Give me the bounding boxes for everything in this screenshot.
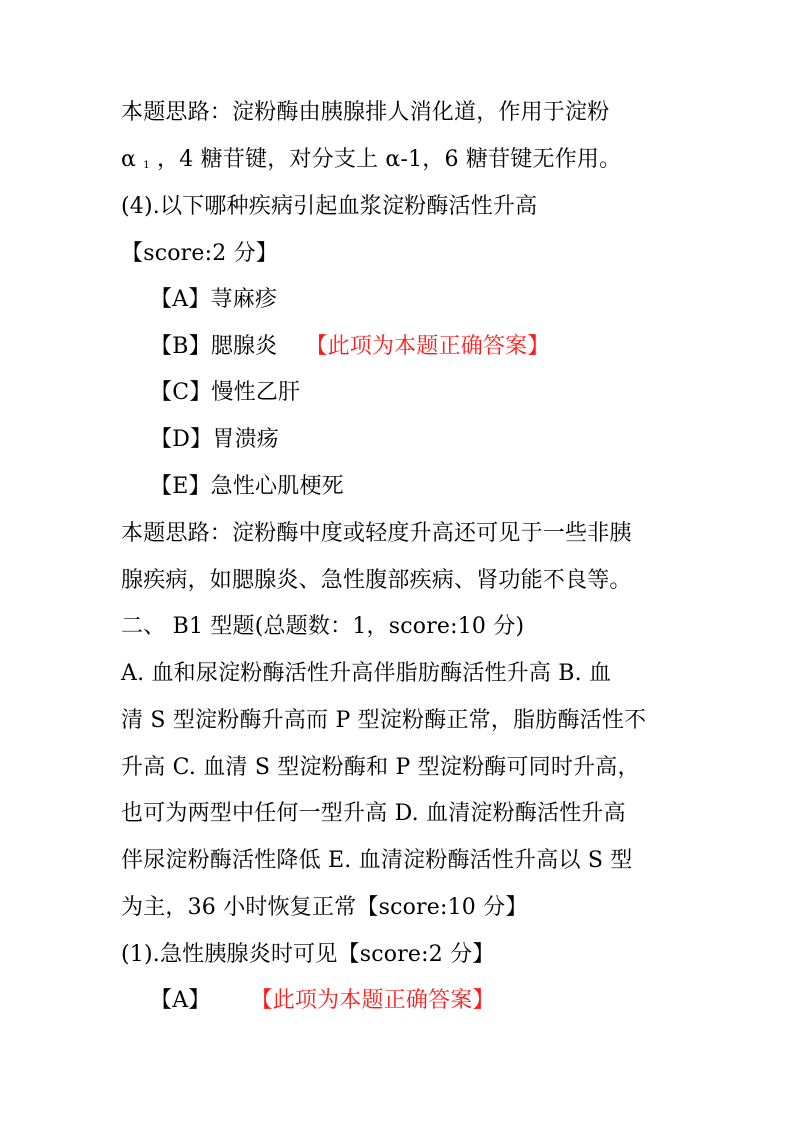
b1-options-line-4: 也可为两型中任何一型升高 D. 血清淀粉酶活性升高 bbox=[121, 801, 626, 826]
option-b bbox=[150, 332, 550, 362]
question-4-title: (4).以下哪种疾病引起血浆淀粉酶活性升高 bbox=[121, 194, 538, 219]
option-a-2 bbox=[150, 986, 495, 1016]
option-a-2-text: 【A】 bbox=[150, 988, 211, 1013]
b1-options-line-1: A. 血和尿淀粉酶活性升高伴脂肪酶活性升高 B. 血 bbox=[121, 661, 612, 686]
b1-options-line-5: 伴尿淀粉酶活性降低 E. 血清淀粉酶活性升高以 S 型 bbox=[121, 848, 633, 873]
explanation-line-2-text: ，4 糖苷键，对分支上 α-1，6 糖苷键无作用。 bbox=[157, 147, 622, 172]
section-heading: 二、 B1 型题(总题数：1，score:10 分) bbox=[121, 614, 525, 639]
question-1-title: (1).急性胰腺炎时可见【score:2 分】 bbox=[121, 942, 495, 967]
question-4-score: 【score:2 分】 bbox=[121, 241, 278, 266]
correct-answer-marker-2: 【此项为本题正确答案】 bbox=[250, 988, 495, 1013]
b1-options-line-3: 升高 C. 血清 S 型淀粉酶和 P 型淀粉酶可同时升高， bbox=[121, 755, 640, 780]
explanation-line-3: 本题思路：淀粉酶中度或轻度升高还可见于一些非胰 bbox=[121, 521, 632, 546]
b1-options-line-6: 为主，36 小时恢复正常【score:10 分】 bbox=[121, 895, 528, 920]
option-b-text: 【B】腮腺炎 bbox=[150, 334, 278, 359]
alpha-symbol: α bbox=[121, 147, 137, 172]
option-c: 【C】慢性乙肝 bbox=[150, 380, 301, 405]
correct-answer-marker: 【此项为本题正确答案】 bbox=[305, 334, 550, 359]
option-d: 【D】胃溃疡 bbox=[150, 427, 279, 452]
option-a: 【A】荨麻疹 bbox=[150, 287, 278, 312]
option-e: 【E】急性心肌梗死 bbox=[150, 474, 344, 499]
explanation-line-2 bbox=[121, 145, 621, 181]
b1-options-line-2: 清 S 型淀粉酶升高而 P 型淀粉酶正常，脂肪酶活性不 bbox=[121, 708, 647, 733]
explanation-line-4: 腺疾病，如腮腺炎、急性腹部疾病、肾功能不良等。 bbox=[121, 568, 632, 593]
alpha-subscript: 1 bbox=[143, 160, 150, 171]
explanation-line-1: 本题思路：淀粉酶由胰腺排人消化道，作用于淀粉 bbox=[121, 100, 610, 125]
